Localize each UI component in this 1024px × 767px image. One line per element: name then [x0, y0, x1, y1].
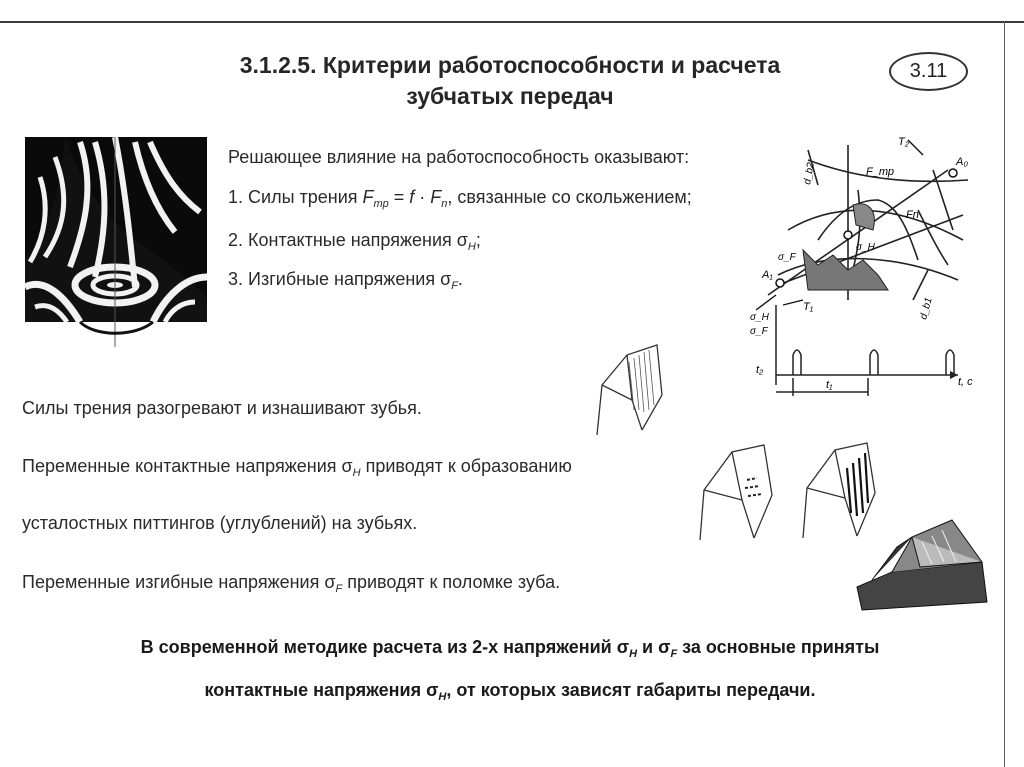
conclusion-sigma-h-subscript: H	[629, 648, 638, 660]
contact-stress-symbol: σ	[456, 230, 468, 250]
paragraph-contact-pre: Переменные контактные напряжения	[22, 456, 342, 476]
title-line-2: зубчатых передач	[406, 83, 614, 109]
list-item-friction-eq: =	[388, 187, 410, 207]
conclusion-sigma-f-subscript: F	[670, 648, 678, 660]
broken-tooth-sketch	[852, 512, 992, 612]
conclusion-l1-post: за основные приняты	[677, 637, 880, 657]
axis-label-sigma-h: σ_H	[750, 312, 769, 323]
contact-stress-symbol-2: σ	[341, 456, 353, 476]
list-item-friction-pre: 1. Силы трения	[228, 187, 363, 207]
right-frame-line	[1004, 21, 1005, 767]
paragraph-friction-wear: Силы трения разогревают и изнашивают зубья.	[22, 398, 422, 418]
bending-stress-subscript-2: F	[335, 583, 343, 595]
conclusion-and: и	[637, 637, 659, 657]
list-item-contact-post: ;	[475, 230, 481, 250]
title-line-1: 3.1.2.5. Критерии работоспособности и расчета	[239, 52, 781, 78]
diagram-label-fn: Fn	[906, 209, 919, 221]
axis-label-t2: t₂	[756, 364, 764, 376]
worn-tooth-sketch	[587, 340, 675, 440]
diagram-label-sigma-h: σ_H	[856, 242, 875, 253]
slide-number-badge: 3.11	[889, 52, 968, 91]
paragraph-bending-breakage	[22, 572, 560, 595]
axis-label-t1: t₁	[826, 379, 833, 391]
conclusion-sigma-h-symbol-2: σ	[426, 680, 439, 700]
conclusion-l2-post: , от которых зависят габариты передачи.	[446, 680, 816, 700]
conclusion-line-1	[30, 637, 990, 660]
photoelastic-stress-image	[25, 137, 207, 347]
list-item-bending-post: .	[457, 269, 463, 289]
axis-label-time: t, c	[958, 376, 973, 388]
friction-coefficient-symbol: f	[409, 187, 415, 207]
diagram-label-sigma-f: σ_F	[778, 252, 796, 263]
diagram-label-db1: d_b1	[918, 296, 935, 321]
diagram-label-a0: A₀	[956, 156, 968, 168]
diagram-label-ftr: F_тр	[866, 166, 894, 178]
diagram-label-t1: T₁	[803, 301, 814, 313]
list-item-contact	[228, 230, 481, 253]
contact-stress-subscript-2: H	[352, 467, 361, 479]
friction-force-subscript: тр	[373, 198, 389, 210]
bending-stress-subscript: F	[451, 280, 458, 292]
diagram-label-t2-top: T₂	[898, 136, 909, 148]
paragraph-bending-post: приводят к поломке зуба.	[342, 572, 561, 592]
bending-stress-symbol: σ	[440, 269, 452, 289]
normal-force-symbol: F	[430, 187, 442, 207]
diagram-label-a1: A₁	[762, 269, 773, 281]
list-item-contact-pre: 2. Контактные напряжения	[228, 230, 457, 250]
paragraph-bending-pre: Переменные изгибные напряжения	[22, 572, 325, 592]
gear-mesh-diagram	[748, 130, 988, 400]
conclusion-sigma-f-symbol: σ	[658, 637, 671, 657]
diagram-label-db2: d_b2	[802, 161, 817, 186]
paragraph-contact-post: приводят к образованию	[360, 456, 572, 476]
list-item-bending-pre: 3. Изгибные напряжения	[228, 269, 441, 289]
axis-label-sigma-f: σ_F	[750, 326, 768, 337]
normal-force-subscript: n	[441, 198, 448, 210]
slide-title	[150, 50, 870, 112]
pitting-tooth-sketch-1	[692, 440, 782, 545]
paragraph-contact-pitting-1	[22, 456, 572, 479]
intro-text: Решающее влияние на работоспособность оказывают:	[228, 147, 690, 167]
list-item-friction	[228, 187, 692, 210]
conclusion-line-2	[30, 680, 990, 703]
top-frame-line	[0, 21, 1024, 23]
list-item-bending	[228, 269, 463, 292]
conclusion-sigma-h-symbol: σ	[616, 637, 630, 657]
paragraph-contact-pitting-2: усталостных питтингов (углублений) на зубьях.	[22, 513, 418, 533]
bending-stress-symbol-2: σ	[324, 572, 336, 592]
friction-force-symbol: F	[362, 187, 374, 207]
conclusion-l1-pre: В современной методике расчета из 2-х напряжений	[140, 637, 617, 657]
contact-stress-subscript: H	[467, 241, 476, 253]
list-item-friction-dot: ·	[414, 187, 431, 207]
conclusion-l2-pre: контактные напряжения	[204, 680, 427, 700]
list-item-friction-post: , связанные со скольжением;	[447, 187, 692, 207]
conclusion-sigma-h-subscript-2: H	[438, 691, 447, 703]
